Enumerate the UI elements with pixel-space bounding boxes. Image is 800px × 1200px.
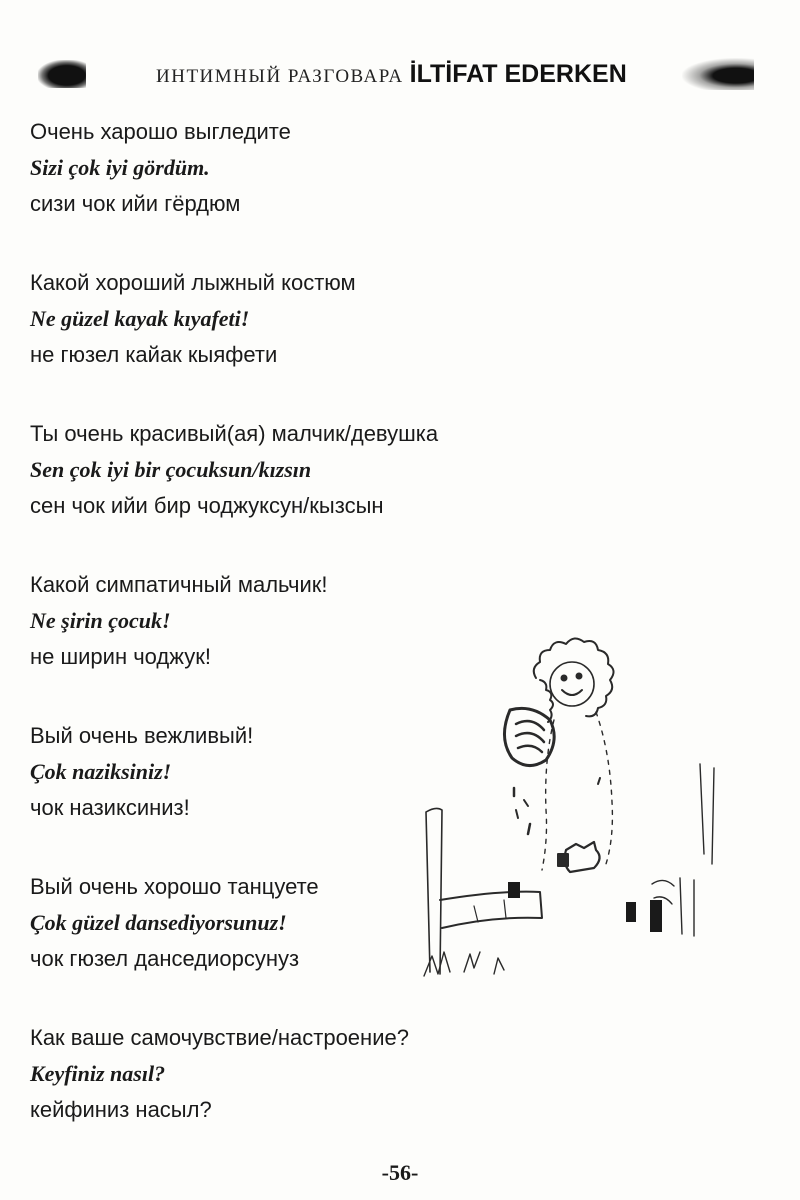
russian-phrase: Вый очень хорошо танцуете [30,874,319,899]
transliteration: кейфиниз насыл? [30,1097,212,1122]
russian-phrase: Какой симпатичный мальчик! [30,572,328,597]
header-title [156,60,627,89]
fence-rail [440,892,542,928]
russian-phrase: Как ваше самочувствие/настроение? [30,1025,409,1050]
eye [562,676,567,681]
boot [650,900,662,932]
transliteration: чок гюзел данседиорсунуз [30,946,300,971]
ink-blot-left [38,60,86,88]
turkish-phrase: Sen çok iyi bir çocuksun/kızsın [30,457,312,482]
turkish-phrase: Ne güzel kayak kıyafeti! [30,306,250,331]
russian-phrase: Какой хороший лыжный костюм [30,270,356,295]
transliteration: сен чок ийи бир чоджуксун/кызсын [30,493,384,518]
child-drawing-illustration [404,628,736,988]
transliteration: сизи чок ийи гёрдюм [30,191,241,216]
turkish-phrase: Keyfiniz nasıl? [30,1061,166,1086]
transliteration: чок назиксиниз! [30,795,190,820]
russian-phrase: Очень харошо выгледите [30,119,291,144]
boot [508,882,520,898]
face [550,662,594,706]
smile [562,690,582,695]
cat [565,842,600,872]
turkish-phrase: Ne şirin çocuk! [30,608,171,633]
grass [424,952,504,976]
body [542,712,612,870]
page-header [30,52,770,96]
boot [626,902,636,922]
header-title-russian: ИНТИМНЫЙ РАЗГОВАРА [156,66,404,87]
phrase-block [30,416,500,567]
phrase-block [30,265,500,416]
curly-hair [534,638,614,716]
hat [504,708,554,765]
ink-blot-right [682,58,754,90]
right-posts [680,764,714,936]
eye [577,674,582,679]
left-post [426,808,442,974]
header-title-turkish: İLTİFAT EDERKEN [409,60,627,88]
transliteration: не ширин чоджук! [30,644,211,669]
transliteration: не гюзел кайак кыяфети [30,342,278,367]
phrase-block [30,1020,500,1171]
turkish-phrase: Çok naziksiniz! [30,759,172,784]
page-number: -56- [381,1160,419,1185]
phrase-block [30,114,500,265]
turkish-phrase: Çok güzel dansediyorsunuz! [30,910,287,935]
russian-phrase: Вый очень вежливый! [30,723,254,748]
russian-phrase: Ты очень красивый(ая) малчик/девушка [30,421,439,446]
turkish-phrase: Sizi çok iyi gördüm. [30,155,210,180]
